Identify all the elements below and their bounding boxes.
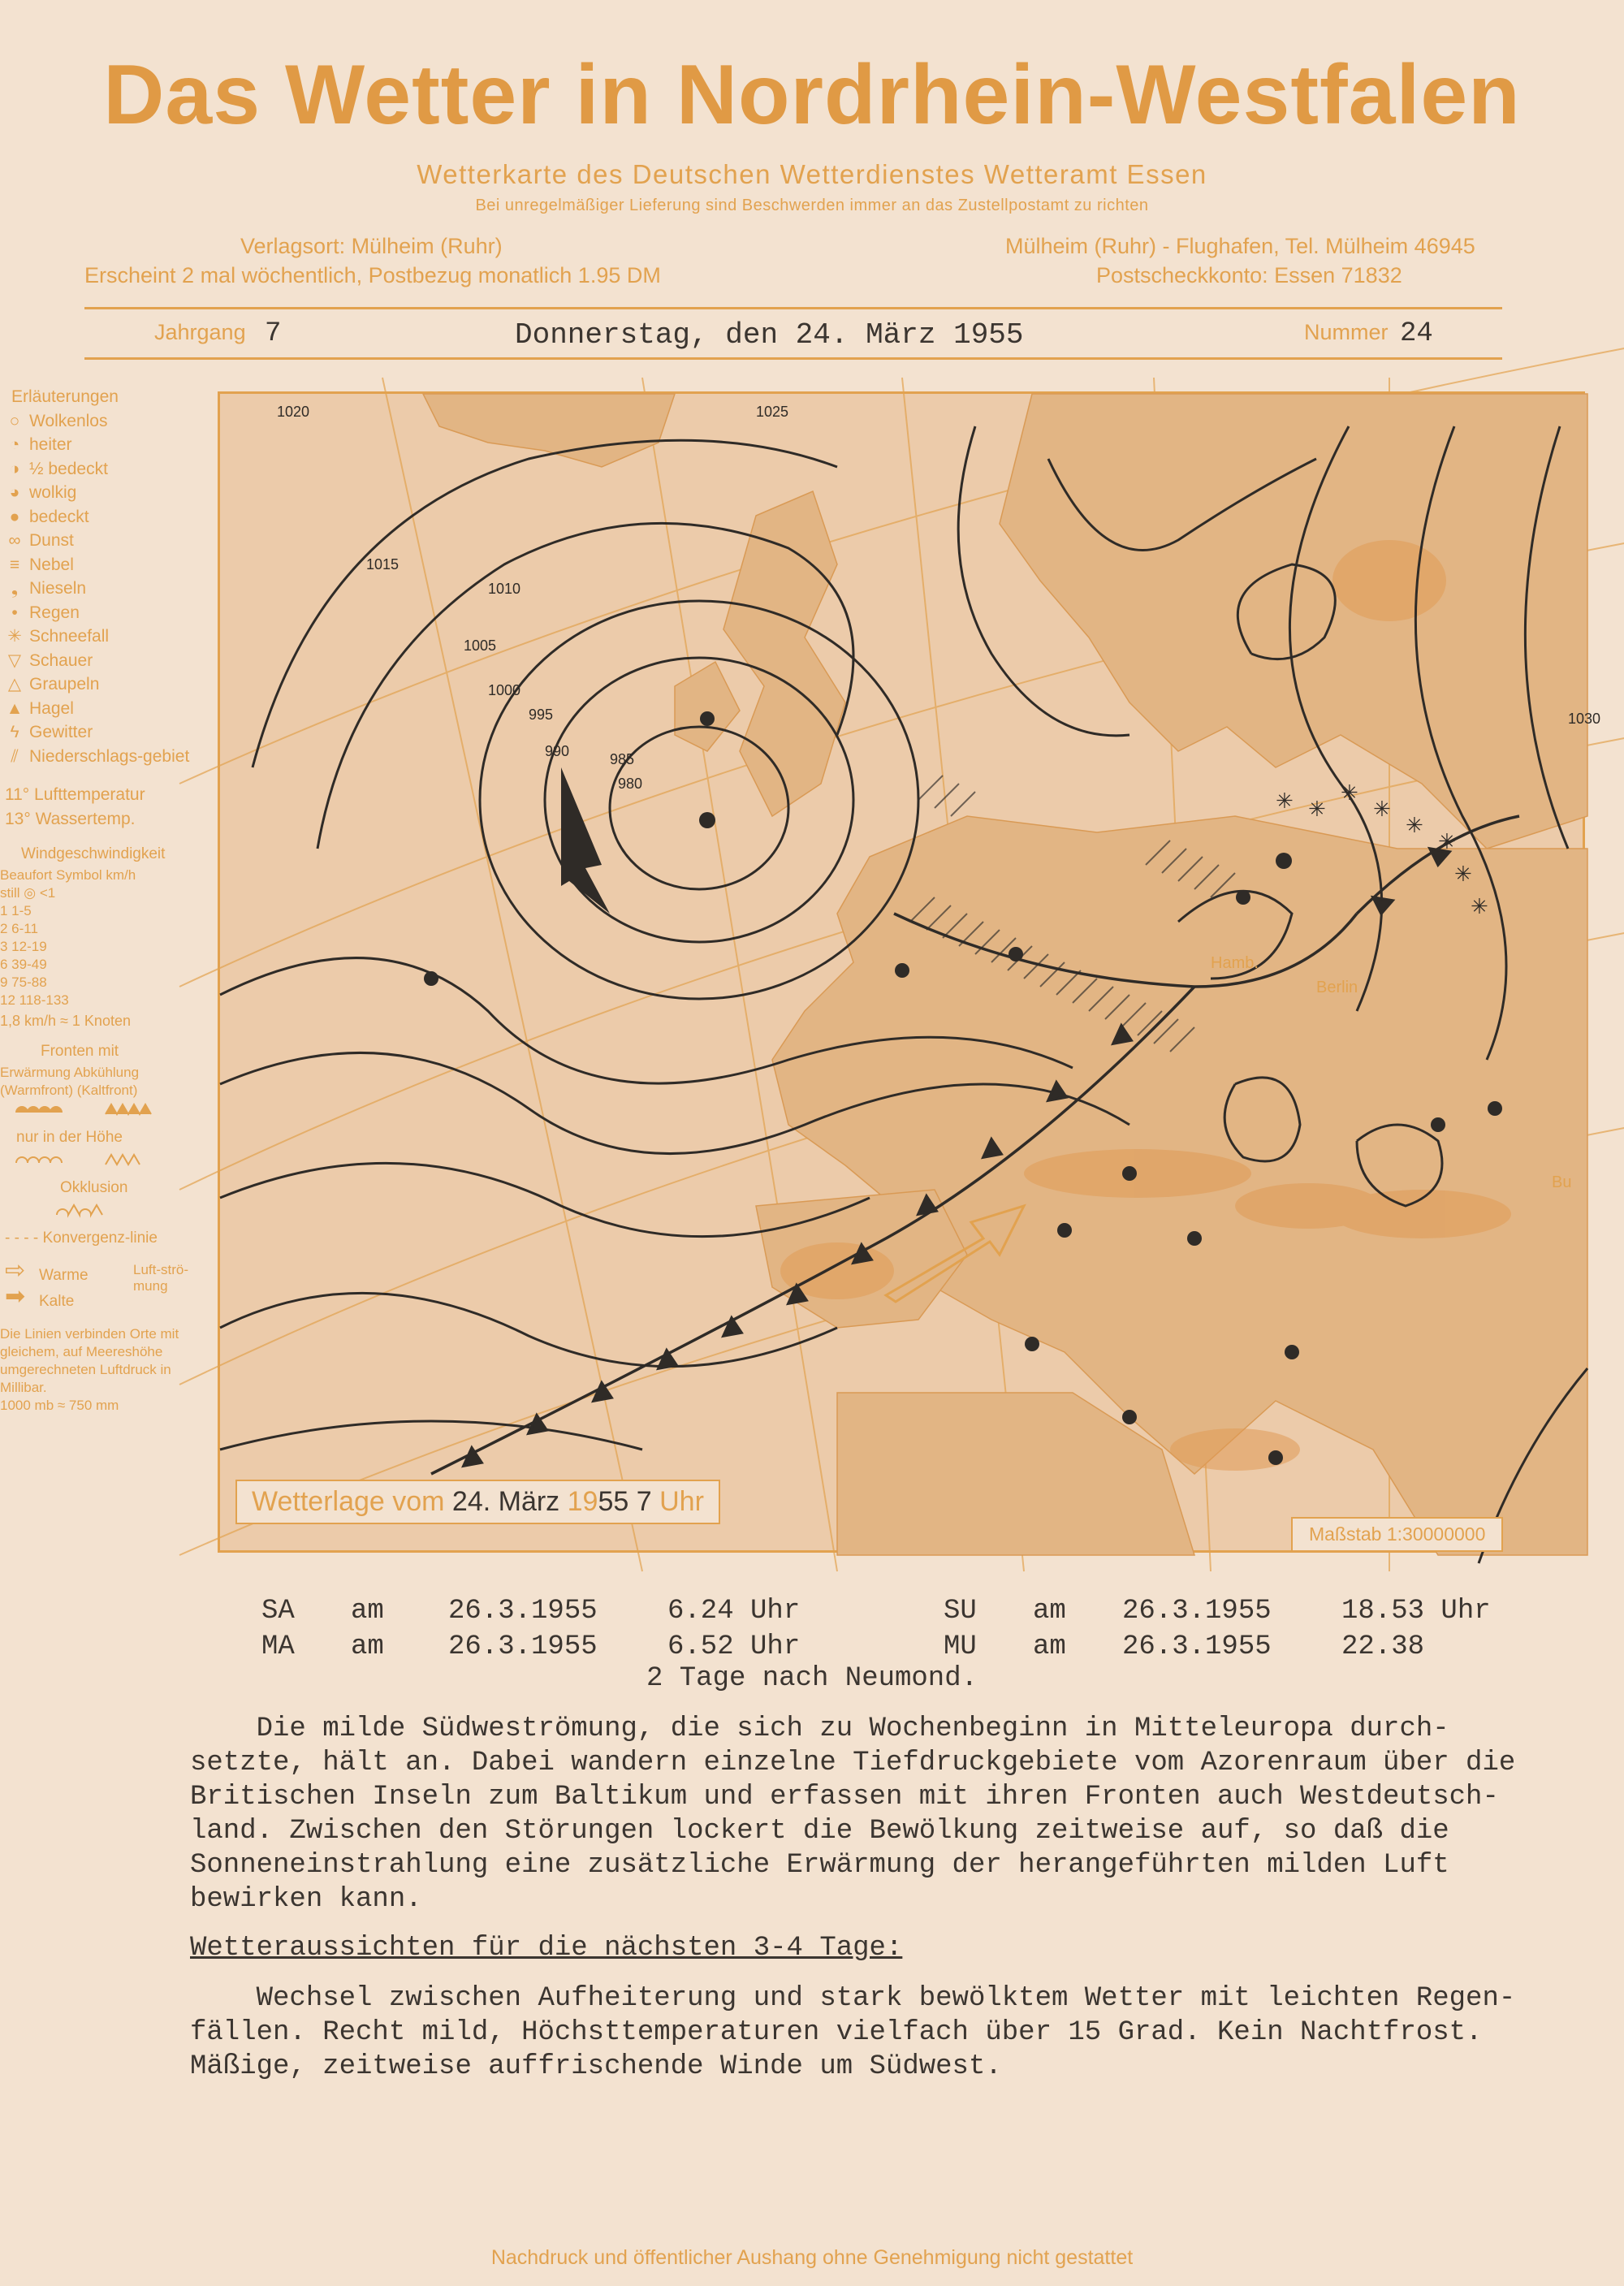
weather-map [218, 391, 1601, 1553]
issue-date: Donnerstag, den 24. März 1955 [515, 318, 1024, 352]
legend-panel [0, 385, 203, 1415]
svg-text:✳: ✳ [1341, 781, 1358, 806]
weather-symbol-symbol-icon: ✳ [7, 627, 22, 646]
publisher-place: Verlagsort: Mülheim (Ruhr) [240, 234, 503, 258]
weather-symbol-symbol-icon: ▽ [7, 650, 22, 670]
forecast-heading: Wetteraussichten für die nächsten 3-4 Tage: [190, 1933, 903, 1964]
isobar-label: 1025 [756, 404, 789, 420]
map-caption-year-hand: 55 [598, 1486, 629, 1517]
svg-text:✳: ✳ [1406, 814, 1423, 838]
forecast-line: Wechsel zwischen Aufheiterung und stark bewölktem Wetter mit leichten Regen- [190, 1983, 1516, 2014]
svg-text:✳: ✳ [1308, 797, 1326, 822]
cloud-cover-item [0, 457, 203, 482]
map-scale: Maßstab 1:30000000 [1291, 1517, 1503, 1552]
weather-symbol-symbol-icon: ϟ [10, 723, 19, 741]
nummer-label: Nummer [1304, 320, 1389, 344]
reprint-note: Nachdruck und öffentlicher Aushang ohne Genehmigung nicht gestattet [490, 2246, 1134, 2269]
isobar-label: 990 [545, 743, 570, 759]
weather-symbol-label: Schneefall [29, 627, 110, 646]
moon-phase-note: 2 Tage nach Neumond. [646, 1663, 978, 1694]
jahrgang-value: 7 [265, 318, 282, 349]
weather-symbol-symbol-icon: △ [7, 675, 22, 694]
cloud-cover-label: wolkig [29, 483, 77, 502]
sun-moon-row: SA am 26.3.1955 6.24 Uhr SU am 26.3.1955 18.53 Uhr [261, 1596, 1491, 1627]
sun-moon-row: MA am 26.3.1955 6.52 Uhr MU am 26.3.1955 22.38 [261, 1631, 1425, 1662]
wind-scale-row: 3 12-19 [0, 938, 47, 954]
wind-scale-row: 12 118-133 [0, 992, 69, 1008]
svg-text:✳: ✳ [1471, 895, 1488, 919]
newspaper-title: Das Wetter in Nordrhein-Westfalen [103, 48, 1521, 142]
svg-text:✳: ✳ [1276, 789, 1294, 814]
issue-row [84, 318, 1502, 359]
legend-mb-note: 1000 mb ≈ 750 mm [0, 1397, 119, 1413]
weather-symbol-symbol-icon: ≡ [9, 555, 20, 574]
isobar-label: 1010 [488, 581, 521, 597]
isobar-label: 1005 [464, 637, 497, 654]
weather-symbol-item [0, 529, 203, 553]
legend-flow: Luft-strö-mung [133, 1261, 189, 1294]
report-line: land. Zwischen den Störungen lockert die Bewölkung zeitweise auf, so daß die [190, 1816, 1449, 1847]
legend-wind-title: Windgeschwindigkeit [21, 845, 166, 862]
map-caption-year: 19 [567, 1486, 598, 1517]
legend-wind-header: Beaufort Symbol km/h [0, 866, 136, 883]
map-caption [235, 1480, 720, 1524]
cloud-cover-symbol-icon: ◑ [9, 459, 20, 478]
weather-symbol-symbol-icon: ∞ [8, 531, 21, 550]
cloud-cover-label: bedeckt [29, 507, 89, 526]
place-label-berlin: Berlin [1316, 979, 1358, 996]
wind-scale-row: 9 75-88 [0, 974, 47, 990]
cloud-cover-symbol-icon: ○ [9, 411, 20, 430]
report-line: Britischen Inseln zum Baltikum und erfassen mit ihren Fronten auch Westdeutsch- [190, 1782, 1499, 1813]
cold-air-arrow-icon [561, 767, 610, 914]
weather-symbol-item [0, 649, 203, 673]
legend-cold: Kalte [39, 1292, 75, 1310]
weather-symbol-label: Nebel [29, 555, 74, 574]
jahrgang-label: Jahrgang [154, 320, 246, 344]
legend-knot-note: 1,8 km/h ≈ 1 Knoten [0, 1012, 131, 1029]
isobar-label: 980 [618, 776, 643, 792]
weather-symbol-label: Nieseln [29, 579, 87, 598]
header-rule-top [84, 307, 1502, 309]
weather-symbol-symbol-icon: ❟ [11, 579, 19, 598]
map-caption-uhr: Uhr [659, 1486, 704, 1517]
weather-symbol-item [0, 720, 203, 745]
nummer-value: 24 [1400, 318, 1433, 349]
newspaper-subtitle: Wetterkarte des Deutschen Wetterdienstes Wetteramt Essen [417, 159, 1207, 189]
cloud-cover-label: ½ bedeckt [29, 459, 108, 478]
cloud-cover-symbol-icon: ● [9, 507, 20, 526]
weather-symbol-item [0, 672, 203, 697]
isobar-label: 1020 [277, 404, 310, 420]
legend-fronts-sub2: (Warmfront) (Kaltfront) [0, 1082, 138, 1098]
weather-map-graphic [220, 394, 1587, 1555]
weather-symbol-item [0, 601, 203, 625]
forecast-text [190, 1981, 1562, 2084]
legend-upper-symbols [0, 1150, 187, 1169]
report-line: bewirken kann. [190, 1884, 422, 1915]
header-rule-bottom [84, 357, 1502, 360]
weather-symbol-item [0, 624, 203, 649]
weather-symbol-symbol-icon: ▲ [6, 698, 24, 718]
isobar-label: 985 [610, 751, 635, 767]
place-label-hamburg: Hamb. [1211, 954, 1259, 972]
weather-symbol-item [0, 553, 203, 577]
weather-symbol-item [0, 697, 203, 721]
legend-airflow [0, 1256, 203, 1311]
complaint-note: Bei unregelmäßiger Lieferung sind Beschwerden immer an das Zustellpostamt zu richten [475, 197, 1149, 214]
isobar-label: 1000 [488, 682, 521, 698]
weather-report-text [190, 1712, 1562, 1917]
isobar-label: 995 [529, 707, 554, 723]
wind-scale-row: 6 39-49 [0, 956, 47, 972]
wind-scale-row: 2 6-11 [0, 920, 38, 936]
cloud-cover-item [0, 409, 203, 434]
report-line: Die milde Südweströmung, die sich zu Wochenbeginn in Mitteleuropa durch- [190, 1713, 1449, 1744]
legend-convergence: - - - - Konvergenz-linie [5, 1229, 158, 1247]
publication-frequency: Erscheint 2 mal wöchentlich, Postbezug monatlich 1.95 DM [84, 263, 661, 287]
legend-warm: Warme [39, 1266, 89, 1284]
isobar-label: 1015 [366, 556, 400, 573]
weather-symbol-label: Dunst [29, 531, 74, 550]
weather-symbol-symbol-icon: • [11, 603, 18, 622]
forecast-line: Mäßige, zeitweise auffrischende Winde um Südwest. [190, 2051, 1002, 2082]
cloud-cover-symbol-icon: ◕ [9, 483, 20, 502]
wind-scale-row: 1 1-5 [0, 902, 32, 918]
cold-arrow-icon: ➡ [5, 1282, 26, 1310]
svg-text:✳: ✳ [1438, 830, 1456, 854]
map-caption-time: 7 [636, 1486, 652, 1517]
legend-fronts-title: Fronten mit [41, 1043, 119, 1060]
weather-symbol-label: Schauer [29, 650, 93, 670]
legend-front-symbols [0, 1100, 187, 1119]
cloud-cover-label: heiter [29, 435, 72, 454]
cloud-cover-symbol-icon: ◔ [9, 435, 20, 454]
weather-symbol-label: Hagel [29, 698, 74, 718]
weather-symbol-symbol-icon: ⫽ [11, 746, 19, 766]
map-caption-label: Wetterlage vom [252, 1486, 445, 1517]
cloud-cover-item [0, 433, 203, 457]
report-line: Sonneneinstrahlung eine zusätzliche Erwärmung der herangeführten milden Luft [190, 1850, 1449, 1881]
weather-symbol-item [0, 577, 203, 601]
warm-arrow-icon: ⇨ [5, 1256, 26, 1284]
wind-scale-row: still ◎ <1 [0, 884, 56, 901]
sun-moon-table [261, 1593, 1491, 1665]
weather-symbol-item [0, 745, 203, 769]
cloud-cover-item [0, 505, 203, 529]
map-caption-date: 24. März [451, 1486, 560, 1517]
report-line: setzte, hält an. Dabei wandern einzelne Tiefdruckgebiete vom Azorenraum über die [190, 1748, 1516, 1778]
legend-occlusion-symbol [0, 1200, 187, 1220]
legend-temp-air: 11° Lufttemperatur [5, 785, 145, 804]
legend-fronts-sub: Erwärmung Abkühlung [0, 1064, 140, 1080]
legend-isobar-note: Die Linien verbinden Orte mit gleichem, auf Meereshöhe umgerechneten Luftdruck in Millibar. [0, 1325, 179, 1395]
place-label-bu: Bu [1552, 1173, 1572, 1191]
isobar-label: 1030 [1568, 711, 1601, 727]
forecast-line: fällen. Recht mild, Höchsttemperaturen vielfach über 15 Grad. Kein Nachtfrost. [190, 2017, 1483, 2048]
svg-text:✳: ✳ [1373, 797, 1391, 822]
weather-symbol-label: Regen [29, 603, 80, 622]
weather-symbol-label: Niederschlags-gebiet [29, 746, 190, 766]
cloud-cover-label: Wolkenlos [29, 411, 108, 430]
cloud-cover-item [0, 481, 203, 505]
postal-account: Postscheckkonto: Essen 71832 [1096, 263, 1402, 287]
weather-symbol-label: Gewitter [29, 723, 93, 741]
legend-occlusion: Okklusion [60, 1179, 128, 1196]
legend-title: Erläuterungen [11, 387, 119, 406]
weather-symbol-label: Graupeln [29, 675, 100, 694]
legend-upper-note: nur in der Höhe [16, 1129, 123, 1146]
legend-temp-water: 13° Wassertemp. [5, 809, 136, 828]
publisher-address: Mülheim (Ruhr) - Flughafen, Tel. Mülheim 46945 [1005, 234, 1475, 258]
svg-text:✳: ✳ [1454, 862, 1472, 887]
